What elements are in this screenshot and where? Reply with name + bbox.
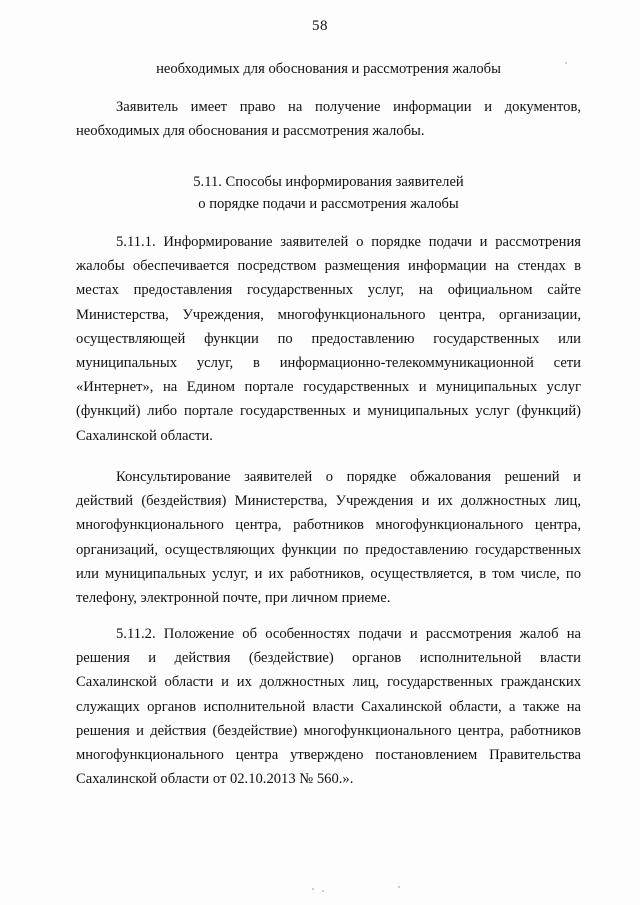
text-line: действий (бездействия) Министерства, Учреждения и их должностных лиц, [76, 493, 581, 510]
text-line: жалобы обеспечивается посредством размещения информации на стендах в [76, 258, 581, 275]
paragraph-applicant-right [76, 95, 581, 143]
text-line: местах предоставления государственных услуг, на официальном сайте [76, 282, 581, 299]
text-line: служащих органов исполнительной власти Сахалинской области, а также на [76, 698, 581, 715]
text-line: осуществляющей функции по предоставлению государственных или [76, 330, 581, 347]
paragraph-5-11-2 [76, 622, 581, 791]
heading-line: о порядке подачи и рассмотрения жалобы [198, 196, 459, 212]
top-fragment [76, 57, 581, 81]
text-line: Консультирование заявителей о порядке обжалования решений и [116, 469, 581, 485]
scan-speck [398, 886, 400, 888]
text-line: организаций, осуществляющих функции по предоставлению государственных [76, 541, 581, 558]
heading-line: 5.11. Способы информирования заявителей [193, 174, 464, 190]
scan-speck [565, 62, 567, 64]
section-heading [76, 171, 581, 215]
text-line: 5.11.2. Положение об особенностях подачи и рассмотрения жалоб на [116, 626, 581, 642]
text-line: Сахалинской области и их должностных лиц, государственных гражданских [76, 674, 581, 691]
text-line: многофункционального центра, работников многофункционального центра, [76, 517, 581, 534]
text-line: (функций) либо портале государственных и муниципальных услуг (функций) [76, 403, 581, 420]
text-line: необходимых для обоснования и рассмотрения жалобы. [76, 123, 425, 140]
scan-speck [312, 888, 314, 890]
text-line: 5.11.1. Информирование заявителей о порядке подачи и рассмотрения [116, 234, 581, 250]
text-line: или муниципальных услуг, и их работников, осуществляется, в том числе, по [76, 565, 581, 582]
text-line: телефону, электронной почте, при личном приеме. [76, 589, 391, 606]
text-line: муниципальных услуг, в информационно-телекоммуникационной сети [76, 354, 581, 371]
scan-speck [322, 890, 324, 892]
text-line: Заявитель имеет право на получение информации и документов, [116, 99, 581, 115]
text-line: «Интернет», на Едином портале государственных и муниципальных услуг [76, 379, 581, 396]
text-line: решения и действия (бездействие) многофункционального центра, работников [76, 722, 581, 739]
page-number: 58 [312, 18, 328, 34]
text-line: Сахалинской области. [76, 427, 213, 444]
text-line: решения и действия (бездействие) органов исполнительной власти [76, 650, 581, 667]
paragraph-5-11-1 [76, 230, 581, 448]
text-line: Сахалинской области от 02.10.2013 № 560.». [76, 771, 354, 788]
paragraph-consultation [76, 465, 581, 610]
text-line: необходимых для обоснования и рассмотрения жалобы [156, 61, 501, 77]
text-line: Министерства, Учреждения, многофункционального центра, организации, [76, 306, 581, 323]
text-line: многофункционального центра утверждено постановлением Правительства [76, 746, 581, 763]
